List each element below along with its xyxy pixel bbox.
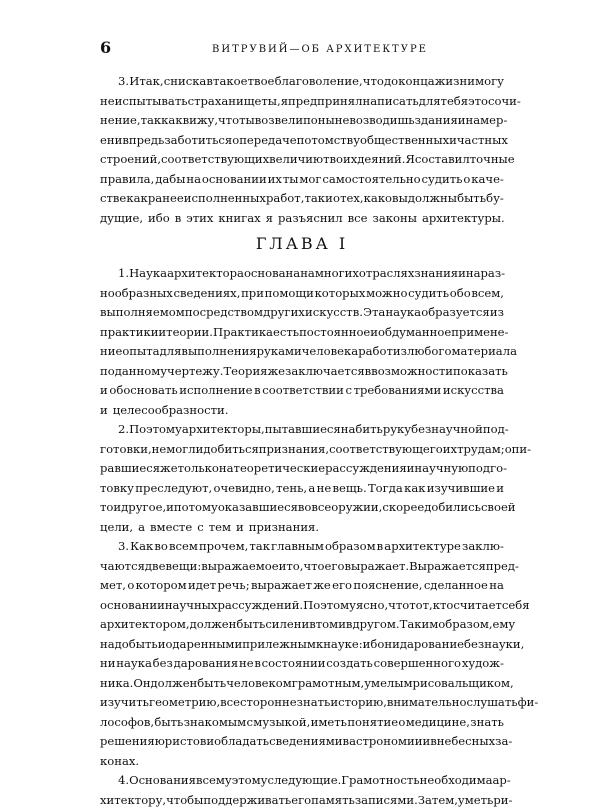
text-line: цели, а вместе с тем и признания. [100,518,504,538]
text-line: готовки, не могли добиться признания, соответствующего их трудам; опи- [100,440,504,460]
text-line: равшиеся же только на теоретические рассуждения и научную подго- [100,459,504,479]
text-line: выполняемом посредством других искусств. Эта наука образуется из [100,303,504,323]
text-line: то и другое, и потому оказавшиеся во всеоружии, скорее добились своей [100,498,504,518]
text-line: 3. Как во всем прочем, так главным образом в архитектуре заклю- [100,537,504,557]
text-line: решения юристов и обладать сведениями в астрономии и в небесных за- [100,732,504,752]
page-number: 6 [100,38,111,57]
text-line: 2. Поэтому архитекторы, пытавшиеся набить руку без научной под- [100,420,504,440]
text-line: ние опыта для выполнения руками человека работ из любого материала [100,342,504,362]
running-head: ВИТРУВИЙ—ОБ АРХИТЕКТУРЕ [180,44,460,55]
text-line: чаются две вещи: выражаемое и то, что его выражает. Выражается пред- [100,557,504,577]
text-line: 3. Итак, снискав такое твое благоволение, что до конца жизни могу [100,72,504,92]
text-line: не испытывать страха нищеты, я предпринял написать для тебя это сочи- [100,92,504,112]
text-line: архитектором, должен быть силен и в том и в другом. Таким образом, ему [100,615,504,635]
text-line: хитектору, чтобы поддерживать его память записями. Затем, уметь ри- [100,791,504,810]
text-line: конах. [100,752,504,772]
intro-paragraph [100,72,504,228]
text-line: ни наука без дарования не в состоянии создать совершенного худож- [100,654,504,674]
text-line: надо быть и одаренным и прилежным к науке: ибо ни дарование без науки, [100,635,504,655]
text-line: дущие, ибо в этих книгах я разъяснил все законы архитектуры. [100,209,504,229]
text-line: и обосновать исполнение в соответствии с требованиями искусства [100,381,504,401]
text-line: нение, так как вижу, что ты возвел и поныне возводишь здания и намер- [100,111,504,131]
text-line: ен и впредь заботиться о передаче потомству общественных и частных [100,131,504,151]
text-line: практики и теории. Практика есть постоянное и обдуманное примене- [100,323,504,343]
text-line: 4. Основания всему этому следующие. Грамотность необходима ар- [100,771,504,791]
text-line: лософов, быть знакомым с музыкой, иметь понятие о медицине, знать [100,713,504,733]
text-line: правила, дабы на основании их ты мог самостоятельно судить о каче- [100,170,504,190]
text-line: 1. Наука архитектора основана на многих отраслях знания и на раз- [100,264,504,284]
chapter-body [100,264,504,810]
text-line: стве как ранее исполненных работ, так и о тех, каковы должны быть бу- [100,189,504,209]
text-line: основании научных рассуждений. Поэтому ясно, что тот, кто считает себя [100,596,504,616]
text-line: и целесообразности. [100,401,504,421]
text-line: товку преследуют, очевидно, тень, а не вещь. Тогда как изучившие и [100,479,504,499]
text-line: изучить геометрию, всесторонне знать историю, внимательно слушать фи- [100,693,504,713]
text-line: строений, соответствующих величию твоих деяний. Я составил точные [100,150,504,170]
text-line: по данному чертежу. Теория же заключается в возможности показать [100,362,504,382]
chapter-title: ГЛАВА I [100,234,504,253]
text-line: нообразных сведениях, при помощи которых можно судить обо всем, [100,284,504,304]
text-line: ника. Он должен быть человеком грамотным, умелым рисовальщиком, [100,674,504,694]
text-line: мет, о котором идет речь; выражает же его пояснение, сделанное на [100,576,504,596]
